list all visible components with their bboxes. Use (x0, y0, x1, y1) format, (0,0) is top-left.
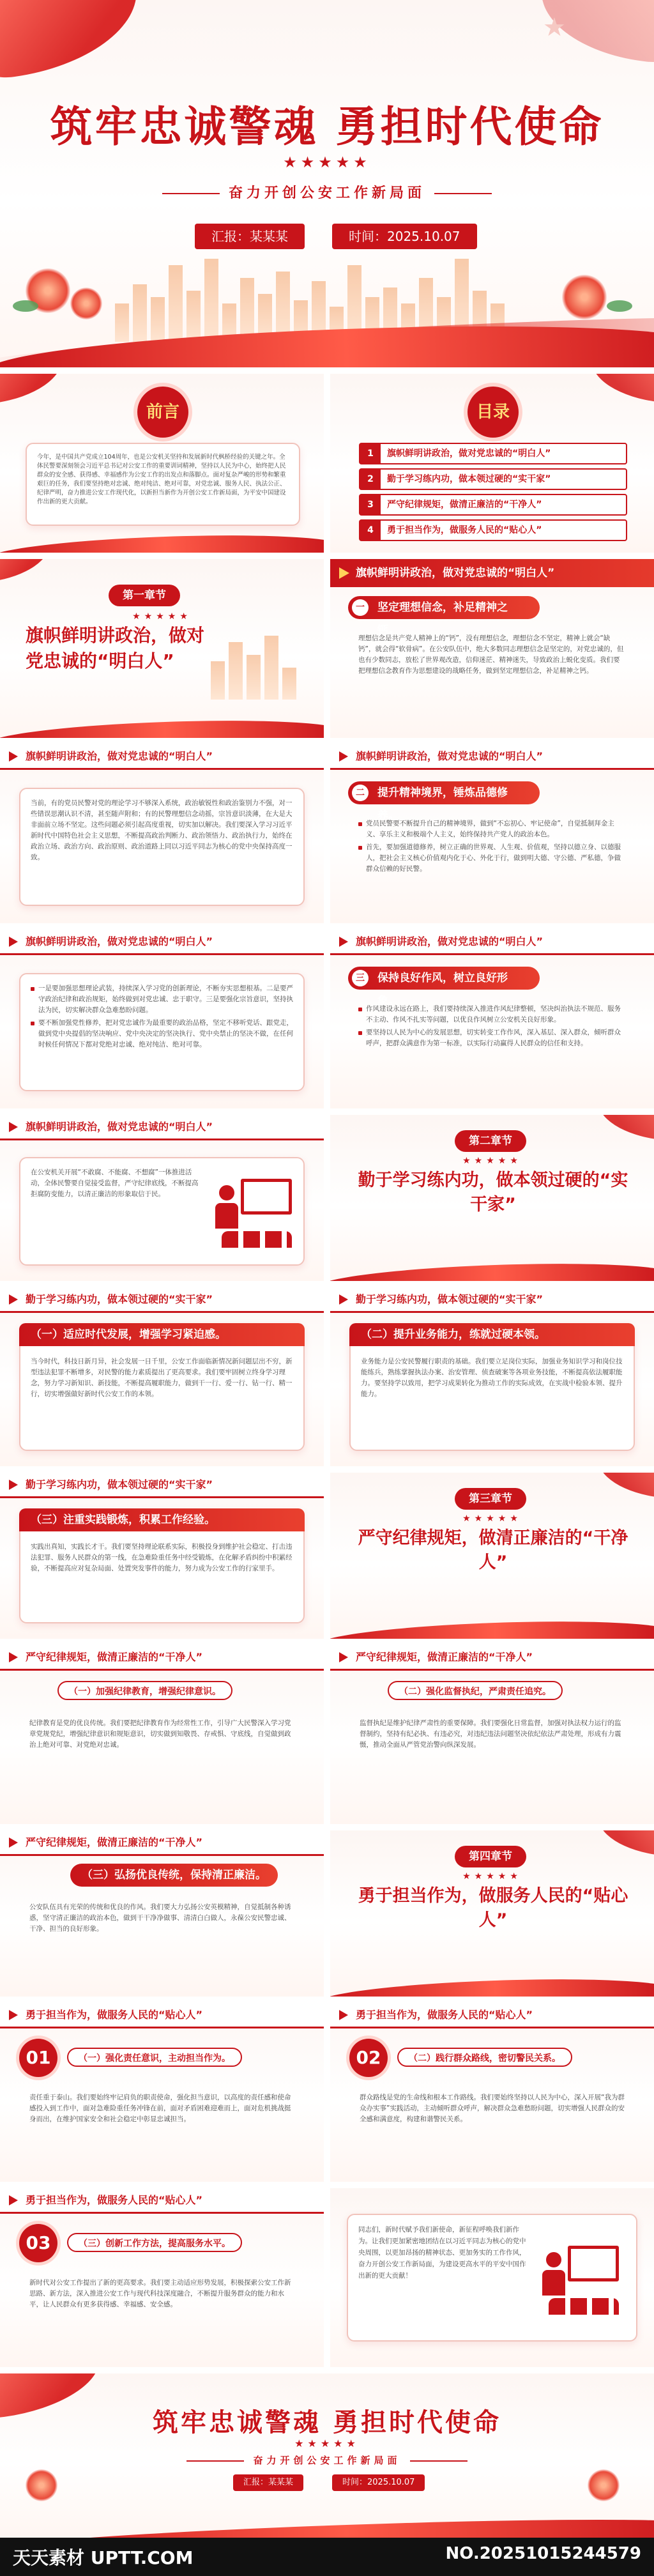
section-header: 勇于担当作为，做服务人民的“贴心人” (0, 2188, 324, 2214)
number-badge: 01 (19, 2039, 57, 2077)
point-tag: （二）强化监督执纪，严肃责任追究。 (388, 1681, 563, 1700)
point-text: 监督执纪是维护纪律严肃性的重要保障。我们要强化日常监督，加强对执法权力运行的监督制约，坚持有纪必执、有违必究，对违纪违法问题坚决依纪依法严肃处理，形成有力震慑，推动全面从严管党治警向纵深发展。 (360, 1719, 621, 1749)
sec4-slide-b (330, 2003, 654, 2182)
date-pill: 时间：2025.10.07 (332, 224, 477, 249)
chapter1-badge: 第一章节 (109, 585, 180, 606)
cover-title: 筑牢忠诚警魂 勇担时代使命 (50, 102, 604, 151)
toc-badge: 目录 (468, 387, 519, 438)
flag-decoration (595, 1473, 654, 1499)
closing-slide (0, 2373, 654, 2538)
section-header: 严守纪律规矩，做清正廉洁的“干净人” (0, 1830, 324, 1856)
presentation-icon (541, 2246, 624, 2316)
number-badge: 02 (349, 2039, 388, 2077)
sec2-slide-c (0, 1473, 324, 1639)
section-header: 旗帜鲜明讲政治，做对党忠诚的“明白人” (330, 930, 654, 955)
section-header: 旗帜鲜明讲政治，做对党忠诚的“明白人” (0, 1115, 324, 1140)
watermark-right: NO.20251015244579 (445, 2544, 641, 2563)
point-text: 公安队伍具有光荣的传统和优良的作风。我们要大力弘扬公安英模精神，自觉抵制各种诱惑，坚守清正廉洁的政治本色，做到干干净净做事、清清白白做人，永葆公安民警忠诚、干净、担当的良好形象。 (29, 1903, 291, 1933)
reporter-pill: 汇报：某某某 (195, 224, 305, 249)
preface-badge: 前言 (137, 387, 188, 438)
flower-decoration (26, 2469, 57, 2501)
chapter2-slide (330, 1115, 654, 1281)
chapter3-slide (330, 1473, 654, 1639)
content-card: 实践出真知，实践长才干。我们要坚持理论联系实际，积极投身到维护社会稳定、打击违法犯罪、服务人民群众的第一线，在急难险重任务中经受锻炼，在化解矛盾纠纷中积累经验，不断提高应对复杂局面、处置突发事件的能力，努力成为公安工作的行家里手。 (19, 1508, 305, 1623)
closing-subtitle: 奋力开创公安工作新局面 (0, 2453, 654, 2467)
section-header: 旗帜鲜明讲政治，做对党忠诚的“明白人” (0, 930, 324, 955)
content-card: 当今时代，科技日新月异，社会发展一日千里，公安工作面临新情况新问题层出不穷，新型违法犯罪不断增多，对民警的能力素质提出了更高要求。我们要牢固树立终身学习理念，努力学习新知识、新技能，不断提高履职能力，做到干一行、爱一行、钻一行、精一行，切实增强做好新时代公安工作的本领。 (19, 1323, 305, 1451)
sec3-slide-b (330, 1645, 654, 1824)
chapter4-slide (330, 1830, 654, 1997)
point-tag: （一）适应时代发展，增强学习紧迫感。 (19, 1323, 305, 1346)
point-text: 纪律教育是党的优良传统。我们要把纪律教育作为经常性工作，引导广大民警深入学习党章党规党纪，增强纪律意识和规矩意识，切实做到知敬畏、存戒惧、守底线，自觉做到政治上绝对可靠、对党绝对忠诚。 (29, 1719, 291, 1749)
stars-divider: ★★★★★ (462, 1156, 522, 1166)
point-tag: （三）创新工作方法，提高服务水平。 (67, 2233, 242, 2252)
sec1-slide-d (0, 930, 324, 1108)
section-header: 勤于学习练内功，做本领过硬的“实干家” (330, 1287, 654, 1313)
content-card: 同志们，新时代赋予我们新使命，新征程呼唤我们新作为。让我们更加紧密地团结在以习近平同志为核心的党中央周围，以更加昂扬的精神状态、更加务实的工作作风，奋力开创公安工作新局面，为建设更高水平的平安中国作出新的更大贡献！ (347, 2214, 637, 2342)
closing-title: 筑牢忠诚警魂 勇担时代使命 (153, 2408, 501, 2437)
flag-decoration (0, 559, 54, 583)
star-icon: ★ (543, 13, 566, 42)
leaf-decoration (607, 300, 632, 312)
point-tag: （一）加强纪律教育，增强纪律意识。 (57, 1681, 232, 1700)
point-tag: （二）践行群众路线，密切警民关系。 (397, 2048, 572, 2067)
ribbon-decoration (0, 2512, 654, 2538)
point-text: 责任重于泰山。我们要始终牢记肩负的职责使命，强化担当意识，以高度的责任感和使命感投入到工作中，面对急难险重任务冲锋在前，面对矛盾困难迎难而上，面对危机挑战挺身而出，在维护国家安全和社会稳定中彰显忠诚担当。 (29, 2094, 291, 2123)
point-text: 作风建设永远在路上，我们要持续深入推进作风纪律整顿，坚决纠治执法不规范、服务不主动、作风不扎实等问题，以优良作风树立公安机关良好形象。 要坚持以人民为中心的发展思想，切实转变工作作风，深入基层、深入群众，倾听群众呼声，把群众满意作为第一标准，以实际行动赢得人民群众的信任和支持。 (348, 995, 635, 1097)
flag-decoration (0, 374, 66, 405)
content-card: 业务能力是公安民警履行职责的基础。我们要立足岗位实际，加强业务知识学习和岗位技能练兵，熟练掌握执法办案、治安管理、侦查破案等各项业务技能，不断提高依法履职能力。要坚持学以致用，把学习成果转化为推动工作的实际成效，在实战中检验本领、提升能力。 (349, 1323, 635, 1451)
section-header: 旗帜鲜明讲政治，做对党忠诚的“明白人” (330, 559, 654, 587)
flag-decoration (595, 1115, 654, 1142)
sec1-slide-c (330, 744, 654, 923)
flower-decoration (562, 275, 607, 319)
watermark-left: 天天素材 UPTT.COM (13, 2547, 194, 2568)
point-tag: 三 保持良好作风，树立良好形象。 (348, 967, 540, 990)
leaf-decoration (13, 300, 38, 312)
toc-item-2[interactable]: 2 勤于学习练内功，做本领过硬的“实干家” (359, 468, 627, 490)
chapter1-slide (0, 559, 324, 738)
point-tag: （二）提升业务能力，练就过硬本领。 (349, 1323, 635, 1346)
stars-divider: ★★★★★ (462, 1514, 522, 1524)
stars-divider: ★★★★★ (462, 1871, 522, 1882)
section-header: 严守纪律规矩，做清正廉洁的“干净人” (0, 1645, 324, 1671)
chapter1-title: 旗帜鲜明讲政治，做对党忠诚的“明白人” (26, 625, 205, 671)
chapter3-badge: 第三章节 (455, 1488, 526, 1510)
content-card: 当前，有的党员民警对党的理论学习不够深入系统，政治敏锐性和政治鉴别力不强，对一些错误思潮认识不清，甚至随声附和；有的民警理想信念动摇，宗旨意识淡薄，在大是大非面前立场不坚定。这些问题必须引起高度重视，切实加以解决。我们要深入学习习近平新时代中国特色社会主义思想，不断提高政治判断力、政治领悟力、政治执行力，始终在政治立场、政治方向、政治原则、政治道路上同以习近平同志为核心的党中央保持高度一致。 (19, 788, 305, 906)
flower-decoration (588, 2469, 620, 2501)
section-header: 勤于学习练内功，做本领过硬的“实干家” (0, 1473, 324, 1498)
sec4-slide-d (330, 2188, 654, 2367)
section-header: 勇于担当作为，做服务人民的“贴心人” (0, 2003, 324, 2028)
cover-subtitle: 奋力开创公安工作新局面 (0, 182, 654, 202)
point-text: 理想信念是共产党人精神上的“钙”，没有理想信念，理想信念不坚定，精神上就会“缺钙”，就会得“软骨病”。在公安队伍中，绝大多数同志理想信念是坚定的，对党忠诚的，但也有少数同志，放松了世界观改造，信仰迷茫、精神迷失，导致政治上蜕化变质。我们要把理想信念教育作为思想建设的战略任务，做到坚定理想信念，补足精神之钙。 (358, 634, 624, 675)
chapter4-badge: 第四章节 (455, 1846, 526, 1867)
section-header: 勇于担当作为，做服务人民的“贴心人” (330, 2003, 654, 2028)
sec1-slide-e (330, 930, 654, 1108)
point-tag: 二 提升精神境界，锤炼品德修养。 (348, 781, 540, 804)
point-text: 群众路线是党的生命线和根本工作路线。我们要始终坚持以人民为中心，深入开展“我为群众办实事”实践活动，主动倾听群众呼声，解决群众急难愁盼问题，切实增强人民群众的安全感和满意度，构建和谐警民关系。 (360, 2094, 625, 2123)
stars-divider: ★★★★★ (283, 153, 371, 171)
flower-decoration (70, 288, 102, 319)
toc-item-3[interactable]: 3 严守纪律规矩，做清正廉洁的“干净人” (359, 494, 627, 516)
chapter2-badge: 第二章节 (455, 1130, 526, 1152)
preface-text: 今年，是中国共产党成立104周年，也是公安机关坚持和发展新时代枫桥经验的关键之年。全体民警要深刻领会习近平总书记对公安工作的重要训词精神，坚持以人民为中心，始终把人民群众的安全感、获得感、幸福感作为公安工作的出发点和落脚点。面对复杂严峻的形势和繁重艰巨的任务，我们要坚持绝对忠诚、绝对纯洁、绝对可靠，对党忠诚、服务人民、执法公正、纪律严明，奋力推进公安工作现代化，以新担当新作为开创公安工作新局面，为平安中国建设作出新的更大贡献。 (37, 454, 286, 505)
point-tag: （三）注重实践锻炼，积累工作经验。 (19, 1508, 305, 1531)
chapter4-title: 勇于担当作为，做服务人民的“贴心人” (358, 1886, 628, 1930)
sec1-slide-f (0, 1115, 324, 1281)
point-text: 党员民警要不断提升自己的精神境界，做到“不忘初心、牢记使命”，自觉抵制拜金主义、享乐主义和极端个人主义，始终保持共产党人的政治本色。 首先，要加强道德修养，树立正确的世界观、人生观、价值观，坚持以德立身、以德服人，把社会主义核心价值观内化于心、外化于行，做到明大德、守公德、严私德，争做群众信赖的好民警。 (348, 809, 635, 912)
chapter2-title: 勤于学习练内功，做本领过硬的“实干家” (358, 1170, 628, 1215)
sec2-slide-b (330, 1287, 654, 1466)
section-header: 勤于学习练内功，做本领过硬的“实干家” (0, 1287, 324, 1313)
flag-decoration (0, 0, 146, 81)
flag-decoration (595, 1830, 654, 1857)
content-card: 一是要加强思想理论武装，持续深入学习党的创新理论，不断夯实思想根基。二是要严守政治纪律和政治规矩，始终做到对党忠诚、忠于职守。三是要强化宗旨意识，坚持执法为民，切实解决群众急难愁盼问题。 要不断加强党性修养，把对党忠诚作为最重要的政治品格，坚定不移听党话、跟党走，做到党中央提倡的坚决响应、党中央决定的坚决执行、党中央禁止的坚决不做，在任何时候任何情况下都对党绝对忠诚、绝对纯洁、绝对可靠。 (19, 973, 305, 1091)
ribbon-decoration (330, 1974, 654, 1997)
point-tag: 一 坚定理想信念，补足精神之钙。 (348, 596, 540, 619)
chapter3-title: 严守纪律规矩，做清正廉洁的“干净人” (358, 1528, 628, 1572)
toc-item-1[interactable]: 1 旗帜鲜明讲政治，做对党忠诚的“明白人” (359, 443, 627, 464)
presentation-icon (214, 1179, 297, 1249)
number-badge: 03 (19, 2224, 57, 2262)
point-text: 新时代对公安工作提出了新的更高要求。我们要主动适应形势发展，积极探索公安工作新思路、新方法，深入推进公安工作与现代科技深度融合，不断提升服务群众的能力和水平，让人民群众有更多获得感、幸福感、安全感。 (29, 2279, 291, 2308)
sec1-slide-a (330, 559, 654, 738)
sec3-slide-a (0, 1645, 324, 1824)
date-pill: 时间：2025.10.07 (332, 2474, 425, 2491)
toc-item-4[interactable]: 4 勇于担当作为，做服务人民的“贴心人” (359, 519, 627, 541)
sec4-slide-c (0, 2188, 324, 2367)
preface-card (26, 443, 300, 526)
section-header: 旗帜鲜明讲政治，做对党忠诚的“明白人” (330, 744, 654, 770)
flag-decoration (588, 374, 654, 404)
cover-slide (0, 0, 654, 367)
point-tag: （一）强化责任意识，主动担当作为。 (67, 2048, 242, 2067)
toc-slide (330, 374, 654, 553)
content-card: 在公安机关开展“不敢腐、不能腐、不想腐”一体推进活动，全体民警要自觉接受监督，严守纪律底线，不断提高拒腐防变能力，以清正廉洁的形象取信于民。 (19, 1157, 305, 1266)
section-header: 严守纪律规矩，做清正廉洁的“干净人” (330, 1645, 654, 1671)
section-header: 旗帜鲜明讲政治，做对党忠诚的“明白人” (0, 744, 324, 770)
stars-divider: ★★★★★ (132, 611, 192, 622)
sec1-slide-b (0, 744, 324, 923)
ribbon-decoration (330, 1616, 654, 1639)
sec4-slide-a (0, 2003, 324, 2182)
preface-slide (0, 374, 324, 553)
sec3-slide-c (0, 1830, 324, 1997)
sec2-slide-a (0, 1287, 324, 1466)
ribbon-decoration (0, 530, 324, 553)
point-tag: （三）弘扬优良传统，保持清正廉洁。 (70, 1864, 278, 1887)
reporter-pill: 汇报：某某某 (233, 2474, 303, 2491)
ribbon-decoration (330, 1259, 654, 1281)
ribbon-decoration (0, 716, 324, 738)
city-skyline (211, 629, 296, 700)
stars-divider: ★★★★★ (294, 2437, 360, 2450)
